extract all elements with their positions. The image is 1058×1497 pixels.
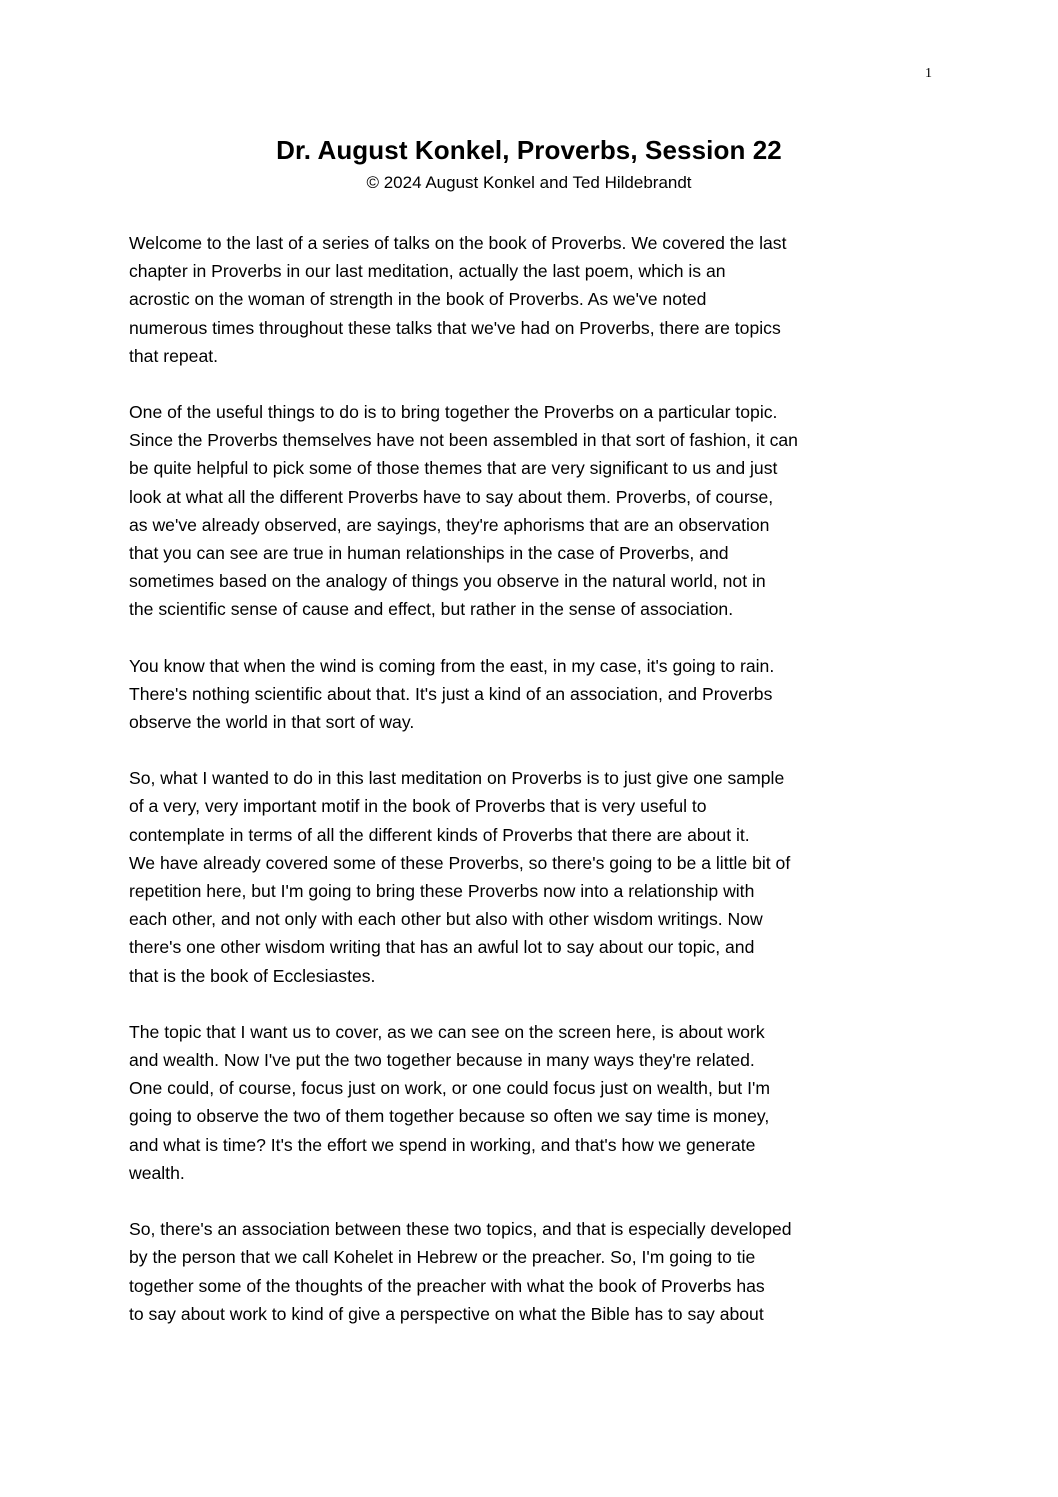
text-line: and what is time? It's the effort we spend in working, and that's how we generate (129, 1134, 756, 1155)
text-line: there's one other wisdom writing that has an awful lot to say about our topic, and (129, 937, 755, 958)
text-line: numerous times throughout these talks that we've had on Proverbs, there are topics (129, 317, 781, 338)
text-line: There's nothing scientific about that. It's just a kind of an association, and Proverbs (129, 683, 773, 704)
text-line: Since the Proverbs themselves have not been assembled in that sort of fashion, it can (129, 430, 798, 451)
copyright-line: © 2024 August Konkel and Ted Hildebrandt (366, 173, 692, 192)
text-line: wealth. (129, 1162, 185, 1183)
text-line: We have already covered some of these Proverbs, so there's going to be a little bit of (129, 852, 791, 873)
text-line: So, there's an association between these two topics, and that is especially developed (129, 1219, 792, 1240)
document-body (129, 229, 939, 1356)
text-line: The topic that I want us to cover, as we can see on the screen here, is about work (129, 1021, 765, 1042)
text-line: as we've already observed, are sayings, they're aphorisms that are an observation (129, 514, 770, 535)
text-line: of a very, very important motif in the book of Proverbs that is very useful to (129, 796, 707, 817)
text-line: that you can see are true in human relationships in the case of Proverbs, and (129, 543, 729, 564)
text-line: look at what all the different Proverbs have to say about them. Proverbs, of course, (129, 486, 774, 507)
text-line: by the person that we call Kohelet in Hebrew or the preacher. So, I'm going to tie (129, 1247, 756, 1268)
text-line: contemplate in terms of all the different kinds of Proverbs that there are about it. (129, 824, 750, 845)
paragraph (129, 1215, 939, 1328)
text-line: Welcome to the last of a series of talks on the book of Proverbs. We covered the last (129, 233, 787, 253)
document-title: Dr. August Konkel, Proverbs, Session 22 (276, 135, 782, 165)
paragraph (129, 1018, 939, 1187)
text-line: the scientific sense of cause and effect, but rather in the sense of association. (129, 599, 734, 620)
text-line: going to observe the two of them together because so often we say time is money, (129, 1106, 770, 1127)
text-line: You know that when the wind is coming from the east, in my case, it's going to rain. (129, 655, 775, 676)
paragraph (129, 229, 939, 370)
text-line: So, what I wanted to do in this last meditation on Proverbs is to just give one sample (129, 768, 785, 789)
text-line: that is the book of Ecclesiastes. (129, 965, 376, 986)
text-line: chapter in Proverbs in our last meditation, actually the last poem, which is an (129, 261, 726, 282)
paragraph (129, 764, 939, 990)
text-line: be quite helpful to pick some of those themes that are very significant to us and just (129, 458, 778, 479)
text-line: sometimes based on the analogy of things you observe in the natural world, not in (129, 571, 766, 592)
text-line: each other, and not only with each other but also with other wisdom writings. Now (129, 909, 763, 930)
text-line: and wealth. Now I've put the two together because in many ways they're related. (129, 1050, 755, 1071)
text-line: acrostic on the woman of strength in the book of Proverbs. As we've noted (129, 289, 707, 310)
text-line: together some of the thoughts of the preacher with what the book of Proverbs has (129, 1275, 765, 1296)
text-line: that repeat. (129, 345, 219, 366)
text-line: repetition here, but I'm going to bring these Proverbs now into a relationship with (129, 881, 755, 902)
text-line: One could, of course, focus just on work, or one could focus just on wealth, but I'm (129, 1078, 770, 1099)
paragraph (129, 398, 939, 624)
paragraph (129, 652, 939, 737)
page-number: 1 (925, 66, 932, 81)
text-line: One of the useful things to do is to bring together the Proverbs on a particular topic. (129, 402, 778, 423)
text-line: observe the world in that sort of way. (129, 712, 415, 733)
text-line: to say about work to kind of give a perspective on what the Bible has to say about (129, 1303, 764, 1324)
